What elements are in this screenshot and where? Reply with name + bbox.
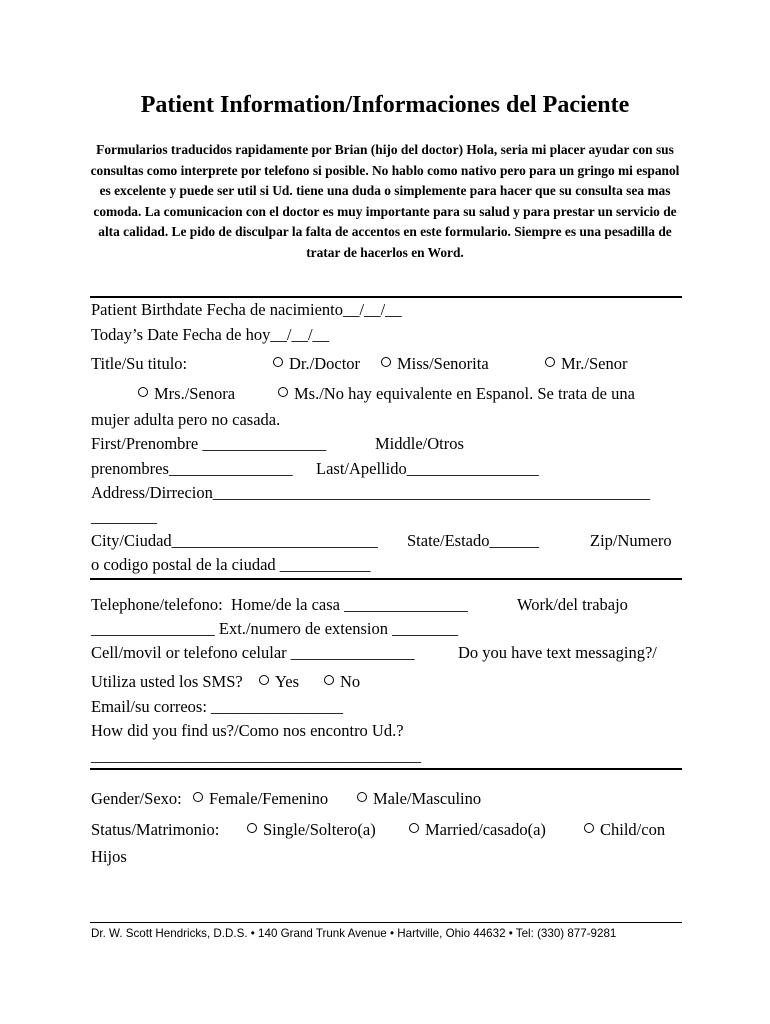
option-label: Female/Femenino	[209, 789, 329, 808]
referral-question: How did you find us?/Como nos encontro Ud.?	[91, 721, 404, 740]
radio-circle-icon[interactable]	[545, 357, 555, 367]
city-field[interactable]: City/Ciudad_________________________	[91, 531, 378, 550]
option-label: Child/con	[600, 820, 666, 839]
radio-circle-icon[interactable]	[193, 792, 203, 802]
address-field-continued[interactable]: ________	[91, 507, 157, 526]
radio-circle-icon[interactable]	[278, 387, 288, 397]
radio-circle-icon[interactable]	[273, 357, 283, 367]
status-option-single[interactable]	[247, 820, 376, 840]
middle-name-field[interactable]: prenombres_______________	[91, 459, 293, 478]
sms-option-yes[interactable]	[259, 672, 299, 692]
title-option-ms[interactable]	[278, 384, 635, 404]
state-field[interactable]: State/Estado______	[407, 531, 539, 550]
address-field[interactable]: Address/Dirrecion_____________________________________________________	[91, 483, 651, 502]
status-option-married[interactable]	[409, 820, 546, 840]
option-label: No	[340, 672, 361, 691]
radio-circle-icon[interactable]	[259, 675, 269, 685]
radio-circle-icon[interactable]	[247, 823, 257, 833]
birthdate-field[interactable]: Patient Birthdate Fecha de nacimiento__/__/__	[91, 300, 402, 319]
home-phone-field[interactable]: Telephone/telefono: Home/de la casa _______________	[91, 595, 468, 614]
cell-phone-field[interactable]: Cell/movil or telefono celular _______________	[91, 643, 415, 662]
option-label: Ms./No hay equivalente en Espanol. Se trata de una	[294, 384, 635, 403]
title-option-mr[interactable]	[545, 354, 627, 374]
footer-divider	[90, 922, 682, 923]
radio-circle-icon[interactable]	[584, 823, 594, 833]
zip-label: Zip/Numero	[590, 531, 672, 550]
work-phone-label: Work/del trabajo	[517, 595, 628, 614]
footer-address: Dr. W. Scott Hendricks, D.D.S. • 140 Grand Trunk Avenue • Hartville, Ohio 44632 • Tel: (330) 877-9281	[91, 927, 617, 940]
section-divider	[90, 578, 682, 580]
zip-field[interactable]: o codigo postal de la ciudad ___________	[91, 555, 371, 574]
email-field[interactable]: Email/su correos: ________________	[91, 697, 344, 716]
option-label: Mrs./Senora	[154, 384, 236, 403]
section-divider	[90, 296, 682, 298]
option-label: Married/casado(a)	[425, 820, 546, 839]
sms-question-label: Utiliza usted los SMS?	[91, 672, 243, 691]
last-name-field[interactable]: Last/Apellido________________	[316, 459, 539, 478]
today-date-field[interactable]: Today’s Date Fecha de hoy__/__/__	[91, 325, 330, 344]
radio-circle-icon[interactable]	[324, 675, 334, 685]
ms-description: mujer adulta pero no casada.	[91, 410, 281, 429]
option-label: Yes	[275, 672, 300, 691]
title-label: Title/Su titulo:	[91, 354, 188, 373]
section-divider	[90, 768, 682, 770]
gender-option-male[interactable]	[357, 789, 481, 809]
option-label: Single/Soltero(a)	[263, 820, 376, 839]
gender-label: Gender/Sexo:	[91, 789, 182, 808]
option-label: Dr./Doctor	[289, 354, 361, 373]
child-option-continued: Hijos	[91, 847, 127, 866]
title-option-mrs[interactable]	[138, 384, 235, 404]
title-option-miss[interactable]	[381, 354, 489, 374]
referral-answer-field[interactable]: ________________________________________	[91, 746, 421, 765]
option-label: Male/Masculino	[373, 789, 482, 808]
sms-option-no[interactable]	[324, 672, 360, 692]
radio-circle-icon[interactable]	[357, 792, 367, 802]
title-option-doctor[interactable]	[273, 354, 360, 374]
radio-circle-icon[interactable]	[409, 823, 419, 833]
radio-circle-icon[interactable]	[381, 357, 391, 367]
middle-name-label: Middle/Otros	[375, 434, 464, 453]
text-messaging-question: Do you have text messaging?/	[458, 643, 657, 662]
intro-paragraph: Formularios traducidos rapidamente por Brian (hijo del doctor) Hola, seria mi placer ayudar con sus consultas como interprete por telefono si posible. No hablo como nativo pero para un gringo mi espanol es excelente y puede ser util si Ud. tiene una duda o simplemente para hacer que su consulta sea mas comoda. La comunicacion con el doctor es muy importante para su salud y para prestar un servicio de alta calidad. Le pido de disculpar la falta de accentos en este formulario. Siempre es una pesadilla de tratar de hacerlos en Word.	[90, 142, 680, 260]
gender-option-female[interactable]	[193, 789, 328, 809]
status-option-child[interactable]	[584, 820, 665, 840]
work-phone-extension-field[interactable]: _______________ Ext./numero de extension ________	[91, 619, 459, 638]
first-name-field[interactable]: First/Prenombre _______________	[91, 434, 327, 453]
option-label: Mr./Senor	[561, 354, 628, 373]
radio-circle-icon[interactable]	[138, 387, 148, 397]
option-label: Miss/Senorita	[397, 354, 489, 373]
marital-status-label: Status/Matrimonio:	[91, 820, 220, 839]
form-title: Patient Information/Informaciones del Paciente	[140, 92, 630, 118]
